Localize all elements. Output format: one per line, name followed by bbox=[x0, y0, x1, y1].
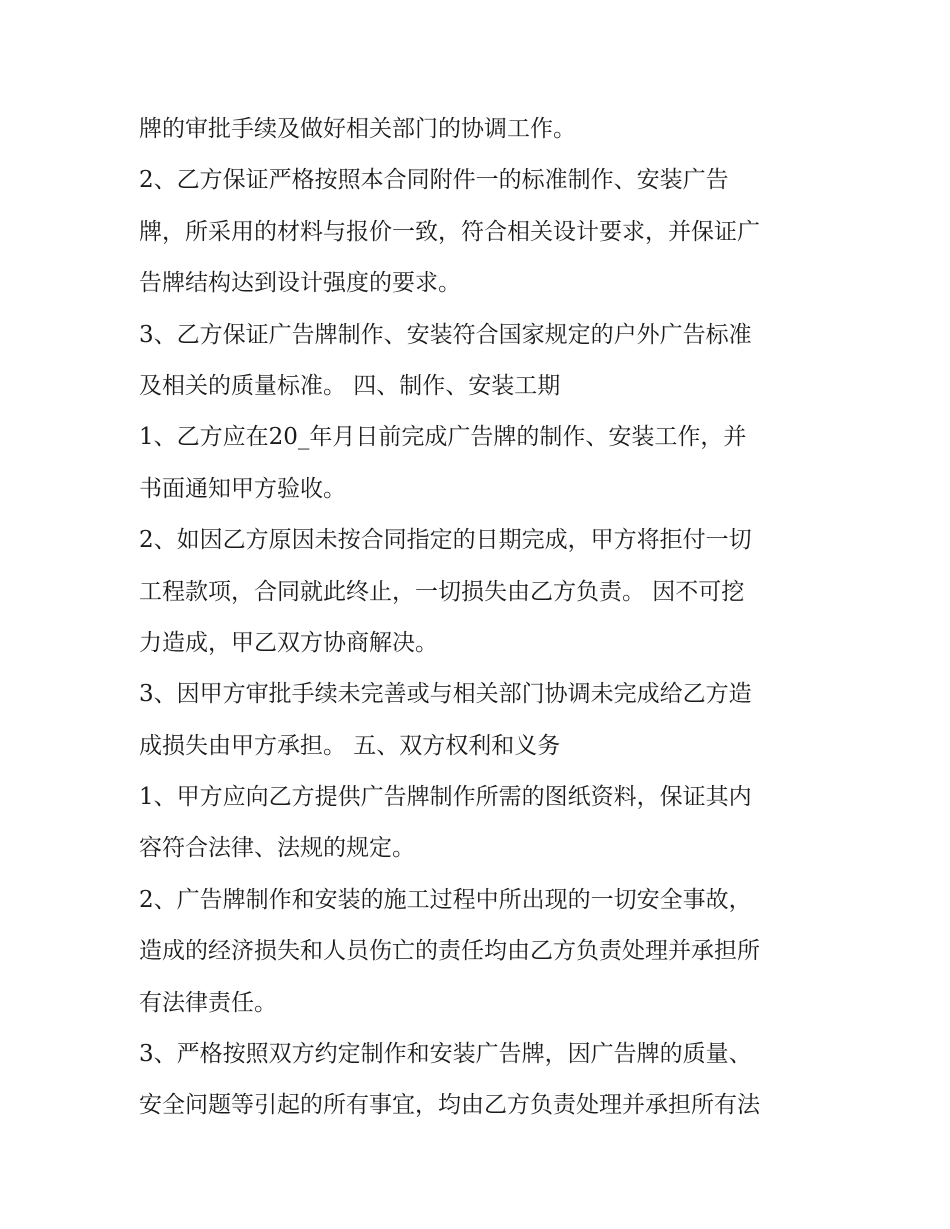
text-line: 3、严格按照双方约定制作和安装广告牌，因广告牌的质量、 bbox=[139, 1041, 752, 1068]
text-line: 及相关的质量标准。 四、制作、安装工期 bbox=[139, 372, 561, 399]
text-line: 成损失由甲方承担。 五、双方权利和义务 bbox=[139, 732, 561, 759]
text-line: 1、甲方应向乙方提供广告牌制作所需的图纸资料，保证其内 bbox=[139, 784, 752, 811]
text-line: 造成的经济损失和人员伤亡的责任均由乙方负责处理并承担所 bbox=[139, 938, 760, 965]
text-line: 工程款项，合同就此终止，一切损失由乙方负责。 因不可挖 bbox=[139, 578, 745, 605]
text-line: 2、乙方保证严格按照本合同附件一的标准制作、安装广告 bbox=[139, 167, 729, 194]
text-line: 牌，所采用的材料与报价一致，符合相关设计要求，并保证广 bbox=[139, 218, 760, 245]
text-line: 2、广告牌制作和安装的施工过程中所出现的一切安全事故， bbox=[139, 886, 752, 913]
text-line: 2、如因乙方原因未按合同指定的日期完成，甲方将拒付一切 bbox=[139, 527, 752, 554]
text-line: 力造成，甲乙双方协商解决。 bbox=[139, 629, 438, 656]
text-line: 安全问题等引起的所有事宜，均由乙方负责处理并承担所有法 bbox=[139, 1092, 760, 1119]
text-line: 书面通知甲方验收。 bbox=[139, 475, 346, 502]
text-line: 3、乙方保证广告牌制作、安装符合国家规定的户外广告标准 bbox=[139, 321, 752, 348]
text-line: 有法律责任。 bbox=[139, 989, 277, 1016]
text-line: 3、因甲方审批手续未完善或与相关部门协调未完成给乙方造 bbox=[139, 681, 752, 708]
text-line: 容符合法律、法规的规定。 bbox=[139, 835, 415, 862]
text-line: 1、乙方应在20_年月日前完成广告牌的制作、安装工作，并 bbox=[139, 424, 747, 451]
text-line: 告牌结构达到设计强度的要求。 bbox=[139, 270, 461, 297]
contract-body-text bbox=[139, 104, 839, 1132]
text-line: 牌的审批手续及做好相关部门的协调工作。 bbox=[139, 116, 576, 142]
